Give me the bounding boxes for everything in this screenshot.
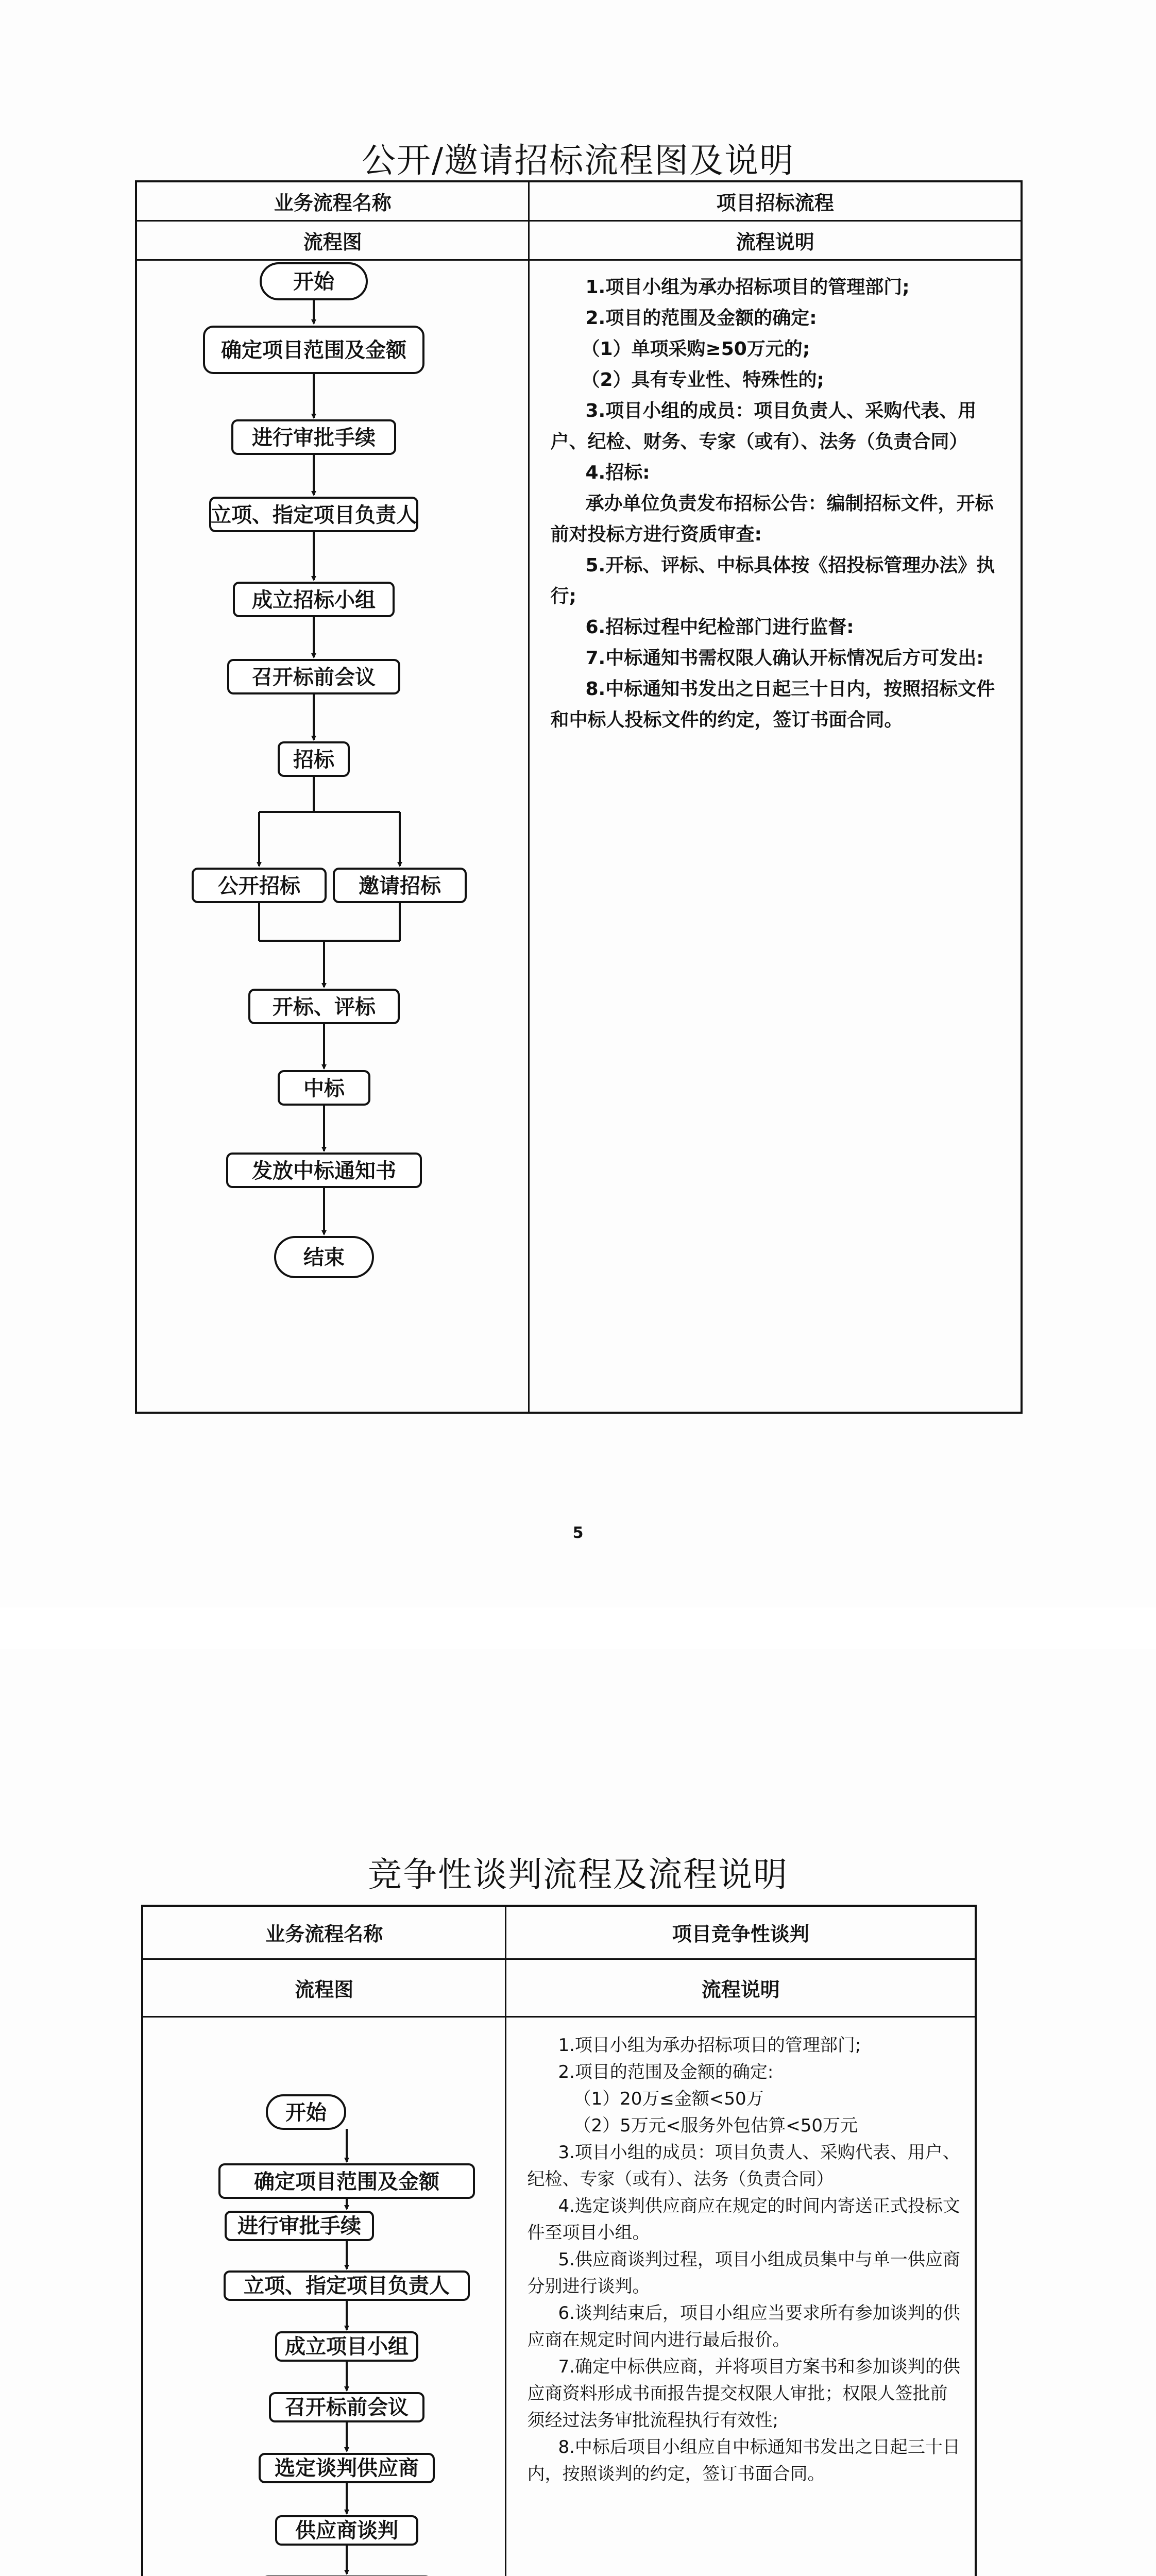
step-approval bbox=[226, 2212, 373, 2240]
tender-flowchart bbox=[137, 261, 527, 1410]
header-process-name-value: 项目招标流程 bbox=[529, 181, 1022, 221]
note-8: 8.中标通知书发出之日起三十日内，按照招标文件和中标人投标文件的约定，签订书面合同。 bbox=[550, 678, 995, 731]
note-2: 2.项目的范围及金额的确定: bbox=[558, 2061, 774, 2082]
svg-text:中标: 中标 bbox=[303, 1076, 345, 1100]
step-assign-lead bbox=[210, 498, 417, 531]
flowchart-cell bbox=[136, 260, 529, 1413]
header-process-name-label: 业务流程名称 bbox=[142, 1906, 506, 1959]
note-3: 3.项目小组的成员：项目负责人、采购代表、用户、纪检、财务、专家（或有）、法务（负责合同） bbox=[550, 400, 977, 452]
page-gap bbox=[0, 1607, 1156, 1649]
note-6: 6.招标过程中纪检部门进行监督: bbox=[585, 616, 854, 638]
step-tender bbox=[279, 742, 349, 776]
step-issue-notice bbox=[227, 1154, 421, 1187]
process-notes bbox=[506, 2018, 975, 2487]
note-8: 8.中标后项目小组应自中标通知书发出之日起三十日内，按照谈判的约定，签订书面合同。 bbox=[527, 2436, 960, 2484]
step-define-scope bbox=[219, 2164, 474, 2198]
header-process-name-value: 项目竞争性谈判 bbox=[506, 1906, 976, 1959]
step-award bbox=[279, 1071, 369, 1105]
svg-text:开始: 开始 bbox=[293, 269, 334, 294]
step-form-team bbox=[234, 583, 394, 616]
note-2-2: （2）具有专业性、特殊性的; bbox=[581, 369, 824, 391]
step-bid-evaluation bbox=[249, 990, 399, 1023]
process-table bbox=[141, 1905, 977, 2576]
step-select-suppliers bbox=[260, 2454, 434, 2482]
note-1: 1.项目小组为承办招标项目的管理部门; bbox=[558, 2035, 861, 2056]
description-cell bbox=[506, 2016, 976, 2576]
step-approval bbox=[232, 420, 395, 454]
svg-text:立项、指定项目负责人: 立项、指定项目负责人 bbox=[244, 2274, 450, 2298]
svg-text:招标: 招标 bbox=[293, 748, 334, 772]
svg-text:选定谈判供应商: 选定谈判供应商 bbox=[275, 2456, 419, 2480]
note-2: 2.项目的范围及金额的确定: bbox=[585, 307, 817, 329]
flowchart-heading: 流程图 bbox=[142, 1959, 506, 2016]
step-invite-tender bbox=[334, 869, 466, 902]
svg-text:开始: 开始 bbox=[285, 2100, 327, 2125]
description-cell bbox=[529, 260, 1022, 1413]
svg-text:供应商谈判: 供应商谈判 bbox=[295, 2518, 398, 2543]
svg-text:成立招标小组: 成立招标小组 bbox=[252, 588, 376, 612]
note-2-1: （1）20万≤金额<50万 bbox=[573, 2088, 764, 2109]
page-title: 竞争性谈判流程及流程说明 bbox=[368, 1855, 788, 1894]
note-2-1: （1）单项采购≥50万元的; bbox=[581, 338, 810, 360]
note-5: 5.开标、评标、中标具体按《招投标管理办法》执行; bbox=[550, 554, 995, 607]
svg-text:结束: 结束 bbox=[303, 1245, 345, 1269]
start-node bbox=[267, 2095, 345, 2129]
svg-text:召开标前会议: 召开标前会议 bbox=[285, 2395, 409, 2419]
description-heading: 流程说明 bbox=[529, 221, 1022, 260]
start-node bbox=[261, 263, 367, 299]
svg-text:进行审批手续: 进行审批手续 bbox=[252, 426, 376, 450]
process-table bbox=[135, 180, 1023, 1414]
svg-text:确定项目范围及金额: 确定项目范围及金额 bbox=[221, 338, 406, 362]
description-heading: 流程说明 bbox=[506, 1959, 976, 2016]
flowchart-cell bbox=[142, 2016, 506, 2576]
svg-text:邀请招标: 邀请招标 bbox=[359, 874, 441, 898]
note-2-2: （2）5万元<服务外包估算<50万元 bbox=[573, 2115, 858, 2136]
note-4: 4.招标: bbox=[585, 462, 650, 483]
svg-text:召开标前会议: 召开标前会议 bbox=[252, 665, 376, 689]
page-title: 公开/邀请招标流程图及说明 bbox=[361, 141, 795, 180]
svg-text:成立项目小组: 成立项目小组 bbox=[285, 2334, 409, 2359]
note-3: 3.项目小组的成员：项目负责人、采购代表、用户、纪检、专家（或有）、法务（负责合同） bbox=[527, 2142, 960, 2190]
note-1: 1.项目小组为承办招标项目的管理部门; bbox=[585, 276, 910, 298]
step-form-team bbox=[276, 2332, 417, 2361]
svg-text:进行审批手续: 进行审批手续 bbox=[237, 2214, 361, 2238]
step-supplier-negotiation bbox=[276, 2516, 417, 2545]
step-define-scope bbox=[204, 327, 423, 373]
negotiation-flowchart bbox=[143, 2018, 504, 2576]
step-assign-lead bbox=[225, 2272, 469, 2300]
header-process-name-label: 业务流程名称 bbox=[136, 181, 529, 221]
note-6: 6.谈判结束后，项目小组应当要求所有参加谈判的供应商在规定时间内进行最后报价。 bbox=[527, 2302, 960, 2350]
note-7: 7.确定中标供应商，并将项目方案书和参加谈判的供应商资料形成书面报告提交权限人审批；权限人签批前须经过法务审批流程执行有效性; bbox=[527, 2356, 960, 2431]
step-pre-bid-meeting bbox=[228, 660, 399, 693]
svg-text:开标、评标: 开标、评标 bbox=[273, 995, 376, 1019]
step-pre-bid-meeting bbox=[270, 2393, 423, 2421]
end-node bbox=[275, 1237, 373, 1277]
process-notes bbox=[530, 261, 1021, 736]
note-5: 5.供应商谈判过程，项目小组成员集中与单一供应商分别进行谈判。 bbox=[527, 2249, 960, 2297]
note-4-detail: 承办单位负责发布招标公告：编制招标文件，开标前对投标方进行资质审查: bbox=[550, 493, 994, 545]
page-number: 5 bbox=[572, 1524, 584, 1542]
flowchart-heading: 流程图 bbox=[136, 221, 529, 260]
step-open-tender bbox=[193, 869, 326, 902]
svg-text:发放中标通知书: 发放中标通知书 bbox=[252, 1159, 396, 1183]
svg-text:确定项目范围及金额: 确定项目范围及金额 bbox=[254, 2170, 439, 2194]
svg-text:公开招标: 公开招标 bbox=[218, 874, 300, 898]
note-7: 7.中标通知书需权限人确认开标情况后方可发出: bbox=[585, 647, 984, 669]
svg-text:立项、指定项目负责人: 立项、指定项目负责人 bbox=[211, 503, 417, 527]
note-4: 4.选定谈判供应商应在规定的时间内寄送正式投标文件至项目小组。 bbox=[527, 2195, 960, 2243]
